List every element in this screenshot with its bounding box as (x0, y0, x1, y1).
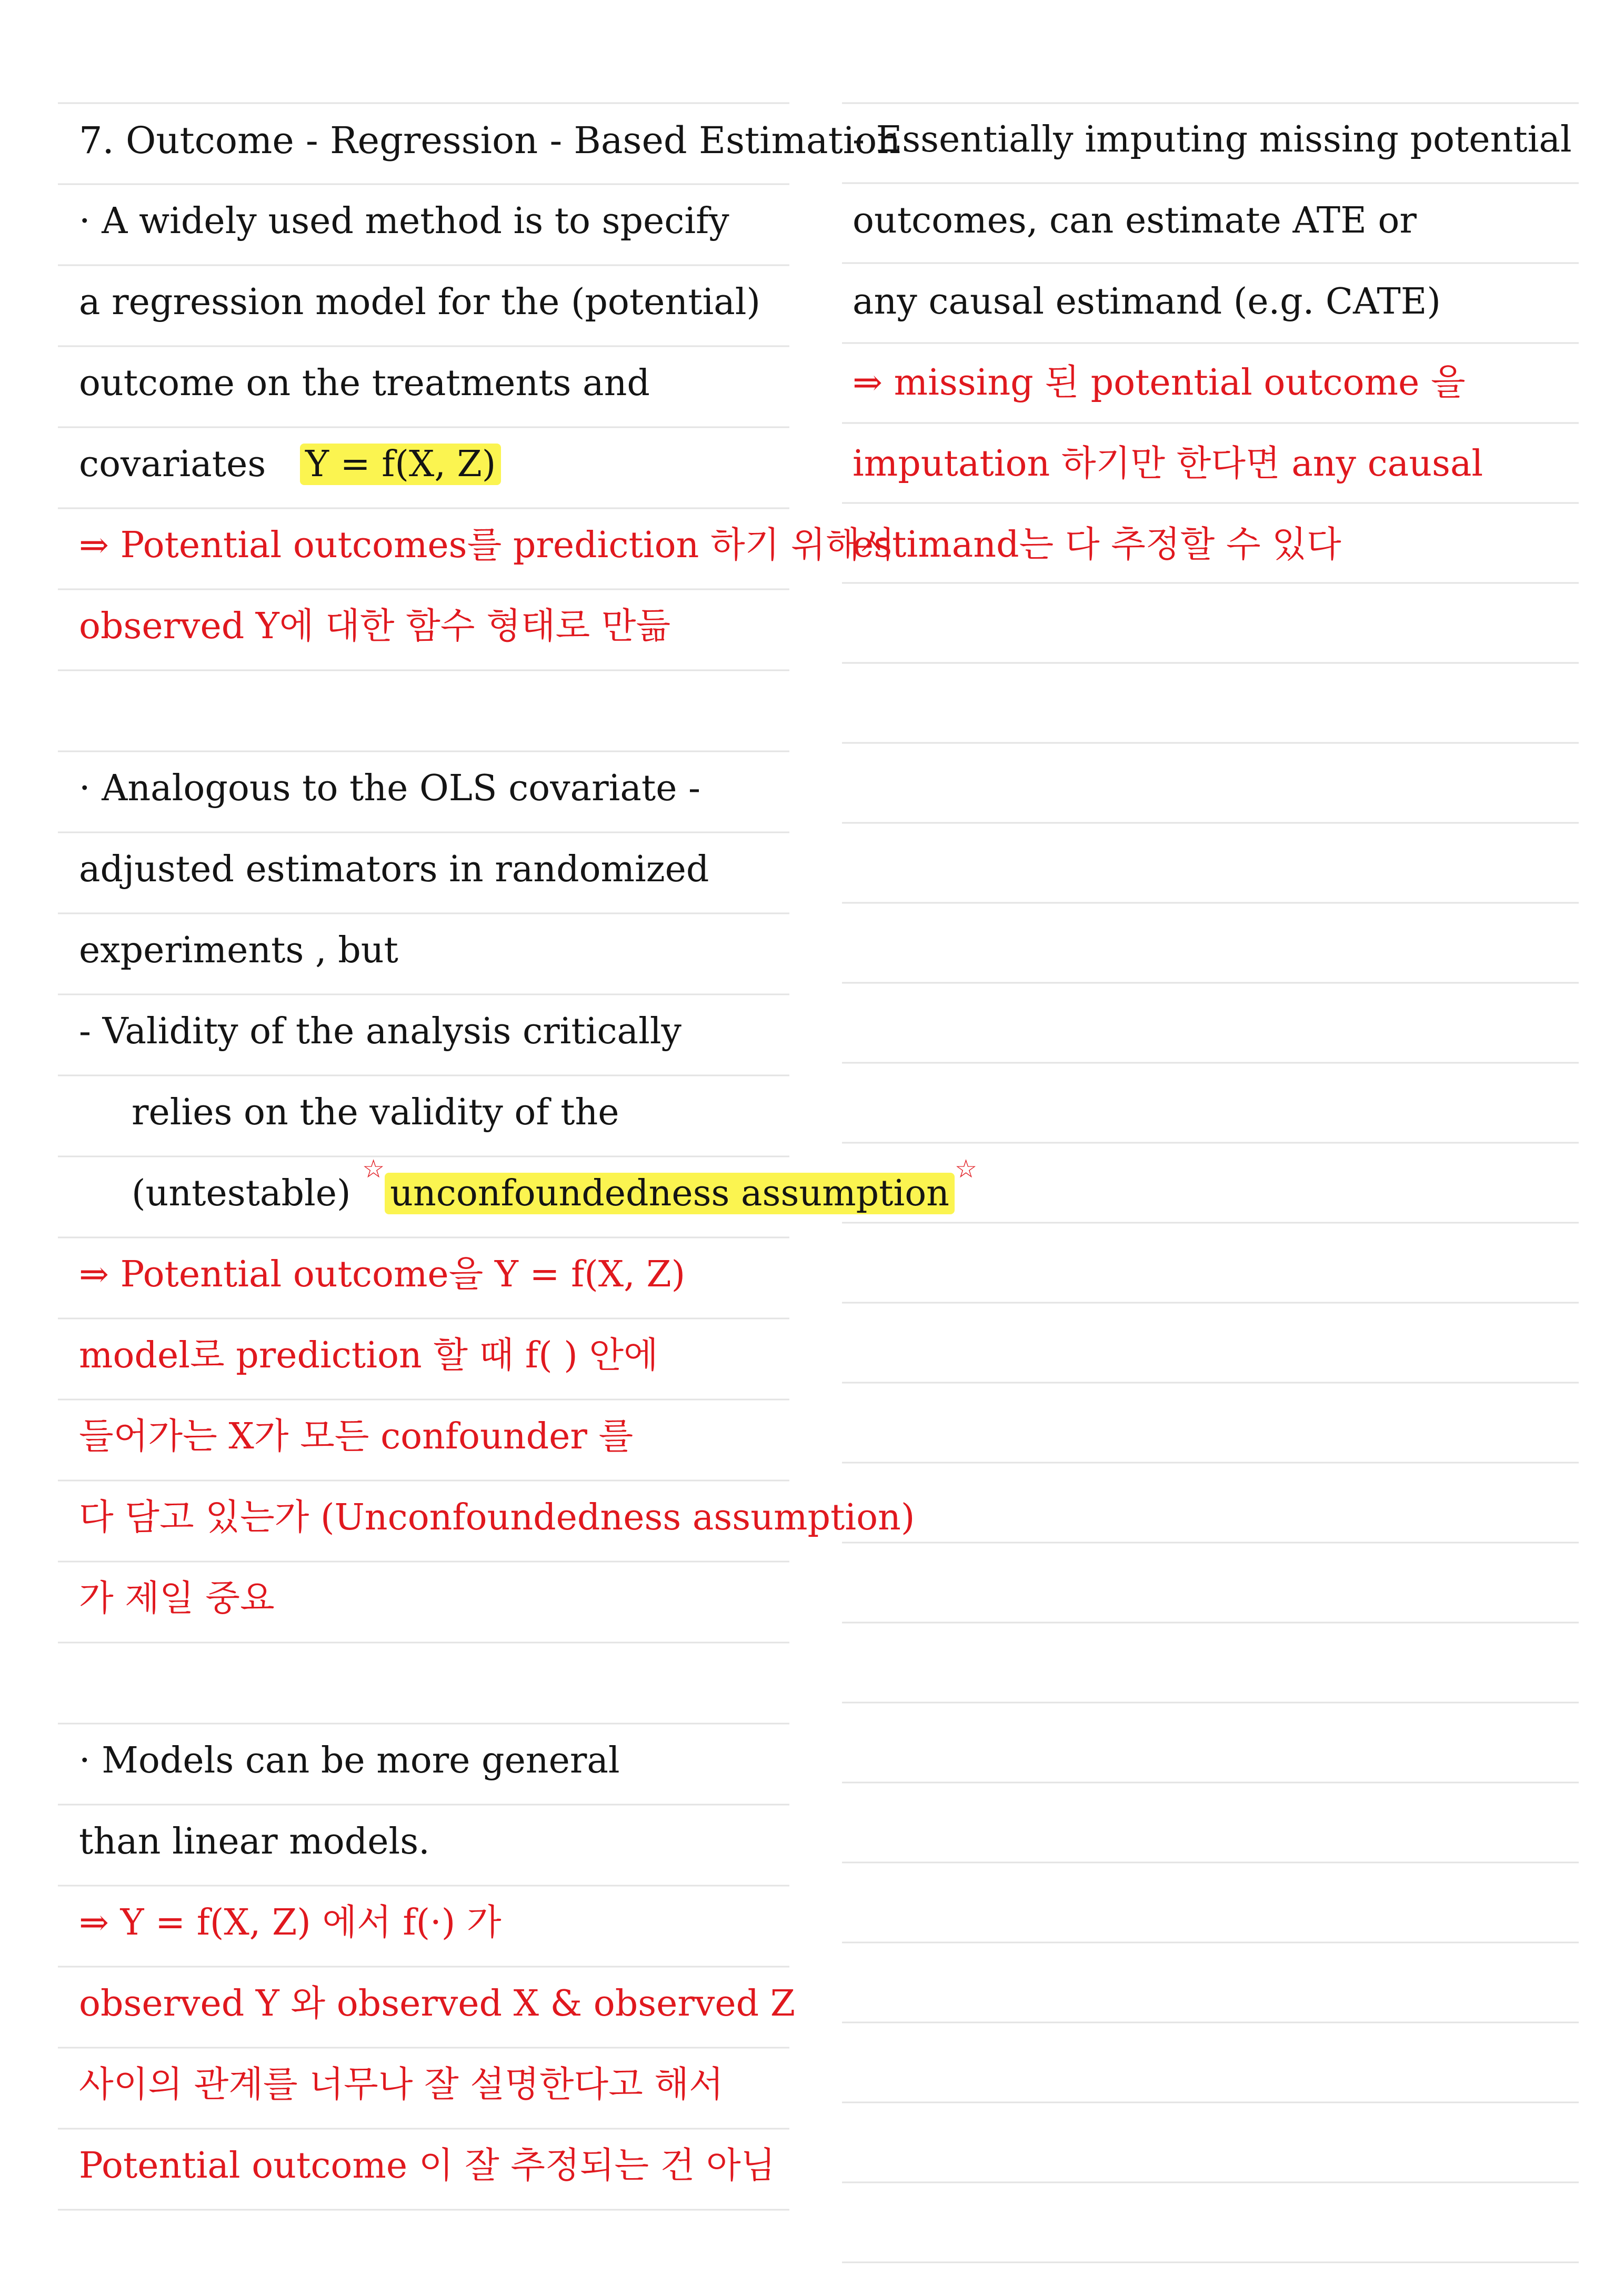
right-column (853, 100, 1572, 586)
section-title: 7. Outcome - Regression - Based Estimation (79, 119, 901, 162)
bullet-1-line-4 (79, 424, 977, 505)
right-note-line-1: ⇒ missing 된 potential outcome 을 (853, 362, 1466, 404)
left-column (79, 100, 977, 2207)
bullet-3-line-1: · Models can be more general (79, 1740, 620, 1781)
spacer (79, 1639, 977, 1720)
note-3-line-3: 사이의 관계를 너무나 잘 설명한다고 해서 (79, 2064, 724, 2106)
note-3-line-1: ⇒ Y = f(X, Z) 에서 f(·) 가 (79, 1902, 502, 1943)
note-1-line-2: observed Y에 대한 함수 형태로 만듦 (79, 606, 671, 647)
bullet-3-line-2: than linear models. (79, 1821, 430, 1862)
highlighted-formula: Y = f(X, Z) (300, 444, 501, 485)
bullet-1-line-3: outcome on the treatments and (79, 362, 650, 404)
star-icon: ☆ (954, 1154, 977, 1184)
untestable-text: (untestable) (132, 1173, 351, 1214)
note-1-line-1: ⇒ Potential outcomes를 prediction 하기 위해서 (79, 525, 895, 566)
right-note-line-2: imputation 하기만 한다면 any causal (853, 443, 1483, 485)
bullet-1-line-2: a regression model for the (potential) (79, 281, 761, 323)
spacer (79, 667, 977, 748)
note-2-line-1: ⇒ Potential outcome을 Y = f(X, Z) (79, 1254, 686, 1295)
right-line-2: outcomes, can estimate ATE or (853, 200, 1417, 241)
star-icon: ☆ (362, 1154, 385, 1184)
note-3-line-4: Potential outcome 이 잘 추정되는 건 아님 (79, 2145, 776, 2187)
bullet-2-line-5: relies on the validity of the (132, 1092, 619, 1133)
bullet-1-line-1: · A widely used method is to specify (79, 200, 729, 242)
bullet-2-line-6 (79, 1153, 977, 1234)
right-line-1: - Essentially imputing missing potential (853, 119, 1572, 160)
highlighted-assumption: unconfoundedness assumption (385, 1173, 955, 1214)
note-2-line-2: model로 prediction 할 때 f( ) 안에 (79, 1335, 658, 1376)
bullet-2-line-4: - Validity of the analysis critically (79, 1011, 681, 1052)
right-line-3: any causal estimand (e.g. CATE) (853, 281, 1441, 323)
bullet-2-line-3: experiments , but (79, 930, 398, 971)
bullet-2-line-1: · Analogous to the OLS covariate - (79, 768, 701, 809)
bullet-2-line-2: adjusted estimators in randomized (79, 849, 709, 890)
right-note-line-3: estimand는 다 추정할 수 있다 (853, 524, 1341, 566)
covariates-text: covariates (79, 444, 266, 485)
note-2-line-3: 들어가는 X가 모든 confounder 를 (79, 1416, 634, 1457)
note-3-line-2: observed Y 와 observed X & observed Z (79, 1983, 795, 2025)
note-2-line-4: 다 담고 있는가 (Unconfoundedness assumption) (79, 1497, 915, 1538)
note-2-line-5: 가 제일 중요 (79, 1578, 275, 1619)
